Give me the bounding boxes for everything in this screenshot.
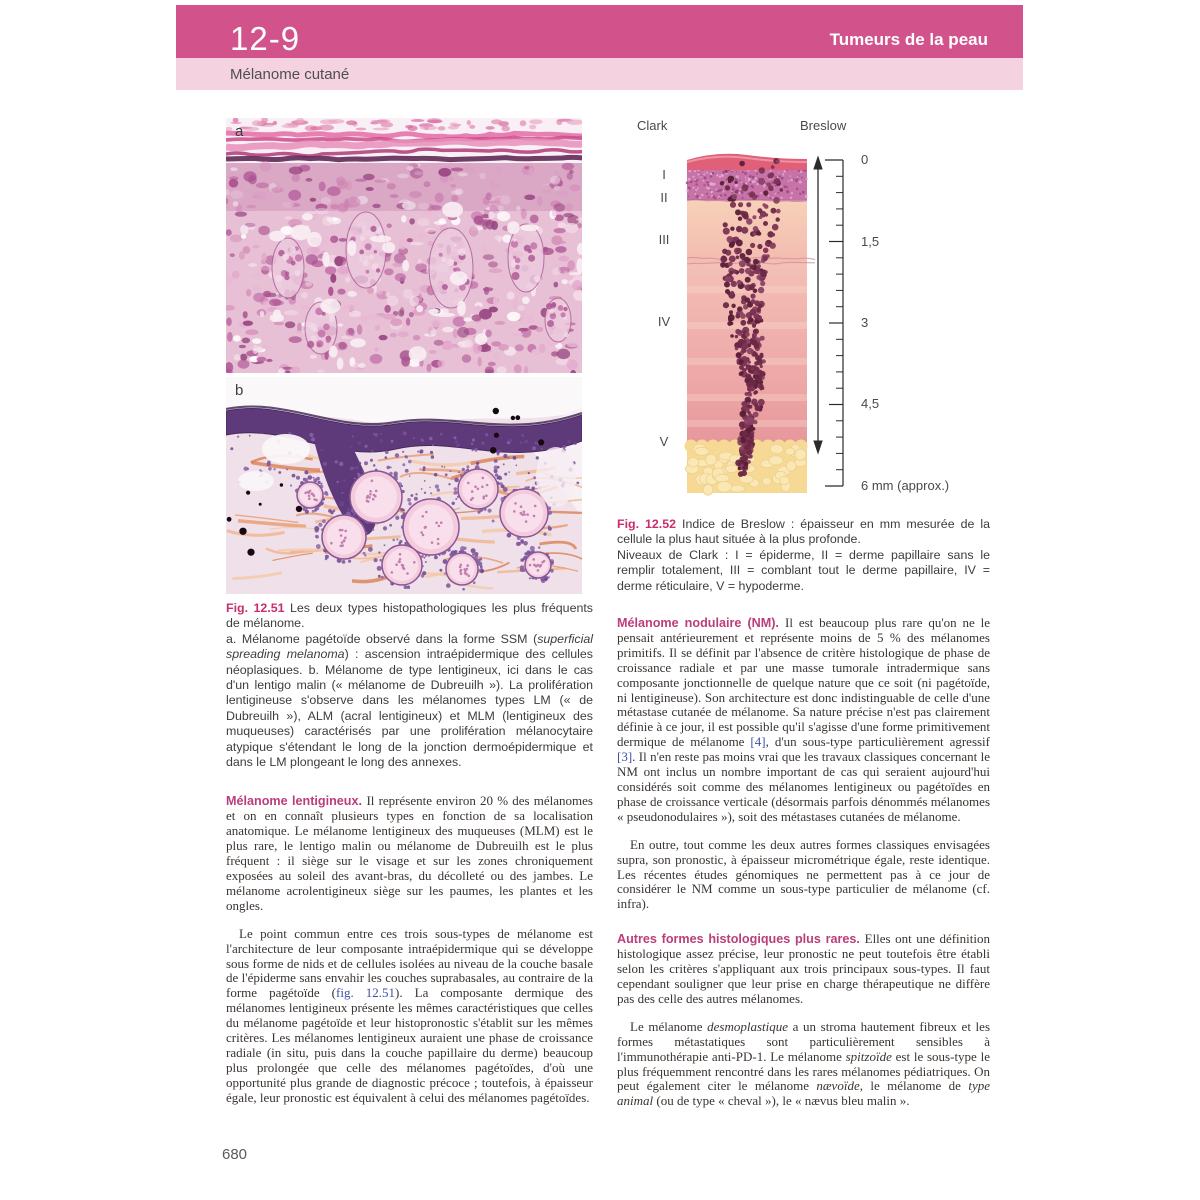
histology-image-b (226, 377, 582, 594)
fig51-caption-detail (226, 632, 593, 771)
text-run: Le mélanome (630, 1018, 708, 1034)
text-run: Il est beaucoup plus rare qu'on ne le pensait antérieurement et représente moins de 5 % des mélanomes primitifs. Il se définit par l'absence de critère histologique de phase de croissance radiale et par une masse tumorale intradermique sans composante jonctionnelle de quelque nature que ce soit (ni pagétoïde, ni lentigineuse). Son architecture est donc indistinguable de celle d'une métastase cutanée de mélanome. Sa nature précise n'est pas clairement définie à ce jour, il est possible qu'il s'agisse d'une forme primitivement dermique de mélanome (617, 615, 991, 750)
clark-levels (658, 167, 671, 449)
tick-label-0: 0 (861, 152, 869, 167)
header-subband (176, 58, 1023, 90)
reference-link[interactable]: [4] (750, 734, 766, 750)
text-run: spitzoïde (845, 1048, 892, 1064)
skin-cross-section (685, 154, 816, 495)
header-band (176, 5, 1023, 58)
breslow-tick-labels (861, 152, 949, 493)
page-title: Tumeurs de la peau (829, 30, 988, 49)
figure-ref-label: Fig. 12.51 (226, 601, 285, 615)
section-subtitle: Mélanome cutané (230, 65, 350, 83)
tick-label-3: 3 (861, 315, 869, 330)
lead-in-term: Mélanome lentigineux. (226, 794, 367, 809)
histology-image-a (226, 118, 582, 373)
reference-link[interactable]: fig. 12.51 (336, 985, 395, 1001)
text-run: est le sous-type le plus fréquemment rencontré dans les rares mélanomes pédiatriques. On peut également citer le mélanome (617, 1048, 990, 1094)
text-run: ) : ascension intraépidermique des cellules néoplasiques. b. Mélanome de type lentigineux, ici dans le cas d'un lentigo malin (« mélanome de Dubreuilh »). La prolifération lentigineuse s'observe dans les mélanomes types LM (« de Dubreuilh »), ALM (acral lentigineux) et MLM (lentigineux des muqueuses) caractérisés par une prolifération mélanocytaire atypique s'étendant le long de la jonction dermoépidermique et dans le LM plongeant le long des annexes. (226, 647, 594, 770)
text-run: Niveaux de Clark : I = épiderme, II = derme papillaire sans le remplir totalement, III = comblant tout le derme papillaire, IV = derme réticulaire, V = hypoderme. (617, 547, 990, 593)
histology-figure-b (226, 377, 593, 594)
paragraph-melanome-lentigineux (226, 794, 593, 913)
tick-label-6mm: 6 mm (approx.) (861, 478, 950, 493)
breslow-clark-diagram (617, 110, 990, 505)
text-run: . Il n'en reste pas moins vrai que les travaux classiques concernant le NM ont inclus un nombre important de cas qui seraient aujourd'hui considérés soit comme des mélanomes lentigineux ou pagétoïdes en phase de croissance verticale (désormais parfois dénommés mélanomes « pseudonodulaires »), soit des métastases cutanées de mélanome. (617, 749, 990, 824)
fig51-caption (226, 601, 593, 770)
paragraph-point-commun (226, 927, 593, 1106)
page-number: 680 (222, 1146, 248, 1163)
text-run: Il représente environ 20 % des mélanomes et on en connaît plusieurs types en fonction de sa localisation anatomique. Le mélanome lentigineux des muqueuses (MLM) est le plus rare, le lentigo malin ou mélanome de Dubreuilh est le plus fréquent : il siège sur le visage et sur les zones chroniquement exposées au soleil des avant-bras, du décolleté ou des jambes. Le mélanome acrolentigineux siège sur les paumes, les plantes et les ongles. (226, 793, 593, 913)
paragraph-desmoplastique (617, 1020, 990, 1109)
clark-level-I: I (662, 167, 666, 182)
fig52-caption (617, 517, 990, 594)
text-run: Le point commun entre ces trois sous-types de mélanome est l'architecture de leur composante intraépidermique qui se développe sous forme de nids et de cellules isolées au niveau de la couche basale de l'épiderme sans envahir les couches suprabasales, au contraire de la forme pagétoïde ( (226, 925, 593, 1001)
text-run: desmoplastique (707, 1018, 788, 1034)
text-run: , d'un sous-type particulièrement agressif (765, 734, 990, 750)
paragraph-melanome-nodulaire (617, 616, 990, 825)
fig52-caption-detail (617, 548, 990, 594)
reference-link[interactable]: [3] (617, 749, 633, 765)
lead-in-term: Mélanome nodulaire (NM). (617, 616, 786, 631)
text-run: (ou de type « cheval »), le « nævus bleu malin ». (653, 1093, 910, 1109)
figure-ref-label: Fig. 12.52 (617, 517, 677, 531)
breslow-ruler (825, 160, 843, 486)
clark-level-II: II (660, 190, 668, 205)
clark-column-label: Clark (637, 118, 668, 133)
right-column (617, 110, 990, 1109)
paragraph-autres-formes (617, 932, 990, 1007)
tick-label-1-5: 1,5 (861, 234, 880, 249)
text-run: Indice de Breslow : épaisseur en mm mesurée de la cellule la plus haut située à la plus profonde. (617, 517, 990, 547)
clark-level-III: III (658, 232, 670, 247)
depth-arrow (814, 157, 822, 453)
text-run: Les deux types histopathologiques les plus fréquents de mélanome. (226, 601, 593, 631)
figure-label-b: b (235, 382, 244, 399)
histology-figure-a (226, 118, 593, 373)
clark-level-V: V (659, 434, 669, 449)
lead-in-term: Autres formes histologiques plus rares. (617, 932, 865, 947)
tick-label-4-5: 4,5 (861, 396, 880, 411)
text-run: En outre, tout comme les deux autres formes classiques envisagées supra, son pronostic, à épaisseur micrométrique égale, reste identique. Les récentes études génomiques ne permettent pas à ce jour de considérer le NM comme un sous-type particulier de mélanome (cf. infra). (617, 836, 990, 912)
text-run: nævoïde (816, 1078, 860, 1094)
fig52-caption-head (617, 517, 990, 548)
fig51-caption-head (226, 601, 593, 632)
text-run: , le mélanome de (859, 1078, 969, 1094)
text-run: ). La composante dermique des mélanomes lentigineux présente les mêmes caractéristiques que celles du mélanome pagétoïde et leur histopronostic s'établit sur les mêmes critères. Les mélanomes lentigineux auraient une phase de croissance radiale (in situ, puis dans la couche papillaire du derme) beaucoup plus prolongée que celle des mélanomes pagétoïdes, d'où une opportunité plus grande de diagnostic précoce ; toutefois, à épaisseur égale, leur pronostic est équivalent à celui des mélanomes pagétoïdes. (226, 985, 593, 1105)
text-run: superficial spreading melanoma (226, 631, 593, 662)
paragraph-en-outre (617, 838, 990, 913)
text-run: Elles ont une définition histologique assez précise, leur pronostic ne peut toutefois être établi selon les critères s'appliquant aux trois principaux sous-types. Il faut cependant souligner que leur prise en charge thérapeutique ne diffère pas des celle des autres mélanomes. (617, 931, 990, 1006)
left-column (226, 118, 593, 1106)
text-run: a. Mélanome pagétoïde observé dans la forme SSM ( (226, 631, 538, 646)
breslow-column-label: Breslow (800, 118, 847, 133)
text-run: a un stroma hautement fibreux et les formes métastatiques sont particulièrement sensibles à l'immunothérapie anti-PD-1. Le mélanome (617, 1018, 990, 1064)
chapter-number: 12-9 (230, 20, 301, 57)
clark-level-IV: IV (657, 314, 671, 329)
figure-label-a: a (235, 123, 244, 140)
text-run: type animal (617, 1078, 990, 1109)
